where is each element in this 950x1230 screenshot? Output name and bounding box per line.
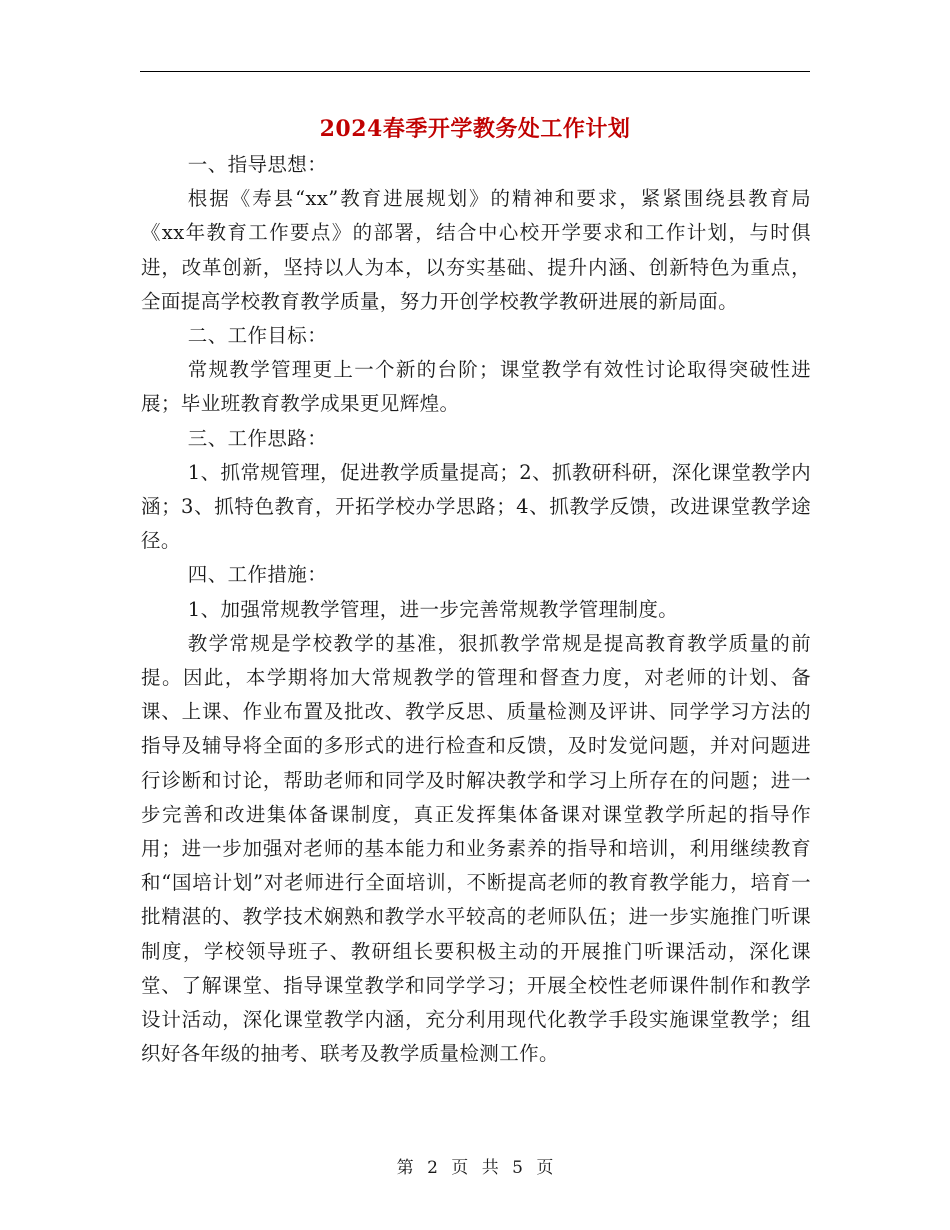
- paragraph-guiding-ideology: 根据《寿县“xx”教育进展规划》的精神和要求，紧紧围绕县教育局《xx年教育工作要点》的部署，结合中心校开学要求和工作计划，与时俱进，改革创新，坚持以人为本，以夯实基础、提升内涵、创新特色为重点，全面提高学校教育教学质量，努力开创学校教学教研进展的新局面。: [141, 187, 811, 313]
- footer-prefix: 第: [396, 1158, 414, 1178]
- footer-current-page: 2: [427, 1158, 438, 1178]
- footer-page-suffix: 页: [536, 1158, 554, 1178]
- section-heading-work-goals: 二、工作目标：: [187, 324, 328, 348]
- section-heading-work-ideas: 三、工作思路：: [187, 426, 328, 450]
- paragraph-measure-1-body: 教学常规是学校教学的基准，狠抓教学常规是提高教育教学质量的前提。因此，本学期将加大常规教学的管理和督查力度，对老师的计划、备课、上课、作业布置及批改、教学反思、质量检测及评讲、同学学习方法的指导及辅导将全面的多形式的进行检查和反馈，及时发觉问题，并对问题进行诊断和讨论，帮助老师和同学及时解决教学和学习上所存在的问题；进一步完善和改进集体备课制度，真正发挥集体备课对课堂教学所起的指导作用；进一步加强对老师的基本能力和业务素养的指导和培训，利用继续教育和“国培计划”对老师进行全面培训，不断提高老师的教育教学能力，培育一批精湛的、教学技术娴熟和教学水平较高的老师队伍；进一步实施推门听课制度，学校领导班子、教研组长要积极主动的开展推门听课活动，深化课堂、了解课堂、指导课堂教学和同学学习；开展全校性老师课件制作和教学设计活动，深化课堂教学内涵，充分利用现代化教学手段实施课堂教学；组织好各年级的抽考、联考及教学质量检测工作。: [141, 631, 811, 1066]
- paragraph-work-ideas: 1、抓常规管理，促进教学质量提高；2、抓教研科研，深化课堂教学内涵；3、抓特色教育，开拓学校办学思路；4、抓教学反馈，改进课堂教学途径。: [141, 460, 811, 553]
- document-title: 2024春季开学教务处工作计划: [319, 116, 631, 142]
- document-body: [141, 148, 811, 1071]
- paragraph-measure-1-title: 1、加强常规教学管理，进一步完善常规教学管理制度。: [187, 597, 679, 621]
- footer-total-pages: 5: [512, 1158, 523, 1178]
- page-footer: [0, 1153, 950, 1178]
- footer-total-prefix: 共: [481, 1158, 499, 1178]
- section-heading-guiding-ideology: 一、指导思想：: [187, 153, 328, 176]
- footer-page-word: 页: [451, 1158, 469, 1178]
- section-heading-work-measures: 四、工作措施：: [187, 563, 328, 587]
- paragraph-work-goals: 常规教学管理更上一个新的台阶；课堂教学有效性讨论取得突破性进展；毕业班教育教学成果更见辉煌。: [141, 358, 811, 416]
- header-rule: [140, 71, 810, 72]
